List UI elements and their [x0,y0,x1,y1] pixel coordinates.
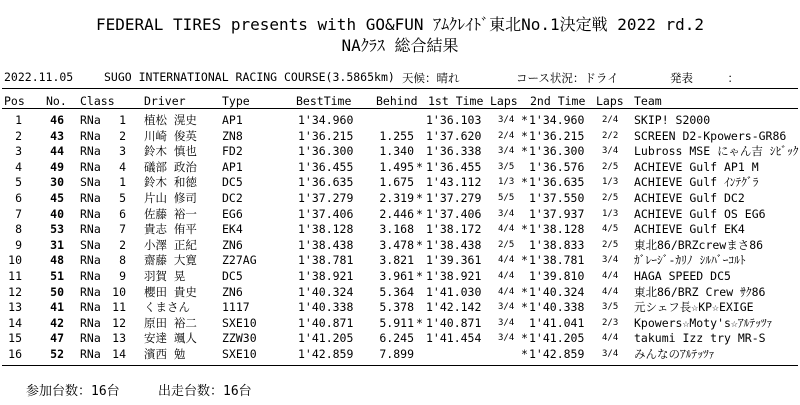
cell-second-time: 1'40.324 [529,284,585,299]
cell-type: 1117 [222,300,250,315]
cell-best-time: 1'40.324 [298,284,354,299]
table-row [0,174,800,190]
cell-best-time: 1'38.438 [298,237,354,252]
cell-behind: 1.675 [379,175,414,190]
cell-laps-1: 4/4 [498,255,515,266]
cell-first-time: 1'37.279 [426,191,482,205]
header-class: Class [80,94,115,108]
cell-laps-1: 5/5 [498,193,515,203]
cell-type: Z27AG [222,253,257,268]
cell-class-pos: 13 [112,331,126,346]
cell-no: 49 [50,159,64,174]
cell-team: ACHIEVE Gulf DC2 [634,191,745,205]
cell-team: 東北86/BRZcrewまさ86 [634,237,764,252]
cell-class: RNa [80,206,101,221]
cell-type: DC5 [222,175,243,190]
cell-second-time: 1'38.833 [529,237,585,252]
cell-no: 50 [50,284,64,299]
cell-best-time: 1'36.635 [298,175,354,190]
cell-class: RNa [80,284,101,299]
cell-no: 30 [50,175,64,190]
cell-class-pos: 7 [119,222,126,237]
header-second-time: 2nd Time [530,94,586,108]
cell-laps-2: 2/5 [602,193,619,203]
table-row [0,315,800,331]
cell-driver: 植松 滉史 [144,113,197,127]
cell-class-pos: 11 [112,300,126,315]
cell-pos: 13 [8,300,22,315]
cell-type: ZN8 [222,128,243,143]
course-condition: コース状況：ドライ [516,71,619,85]
cell-behind: 3.478 [379,237,414,252]
cell-driver: 佐藤 裕一 [144,206,197,221]
cell-team: HAGA SPEED DC5 [634,269,731,283]
table-row [0,128,800,144]
table-row [0,299,800,315]
cell-laps-1: 3/4 [498,208,515,219]
cell-laps-1: 3/4 [498,317,515,328]
header-behind: Behind [376,94,418,108]
cell-team: Lubross MSE にゃん吉 ｼﾋﾞｯｸ [634,144,799,159]
cell-behind: 7.899 [379,347,414,361]
cell-second-time: 1'38.781 [529,253,585,268]
cell-second-time: 1'38.128 [529,222,585,237]
cell-mark-second: * [521,144,528,159]
cell-best-time: 1'38.128 [298,222,354,237]
cell-laps-2: 4/4 [602,333,619,344]
cell-best-time: 1'36.455 [298,159,354,174]
cell-mark-second: * [521,284,528,299]
cell-second-time: 1'36.215 [529,128,585,143]
starter-count: 出走台数：16台 [158,384,252,399]
cell-second-time: 1'39.810 [529,269,585,283]
cell-laps-2: 4/4 [602,271,619,281]
cell-best-time: 1'40.338 [298,300,354,315]
cell-mark-second: * [521,113,528,127]
cell-driver: 片山 修司 [144,191,197,205]
cell-driver: 安達 颯人 [144,331,197,346]
table-row [0,112,800,128]
cell-class: RNa [80,347,101,361]
cell-laps-2: 3/4 [602,146,619,157]
header-no: No. [46,94,67,108]
cell-laps-2: 2/3 [602,317,619,328]
cell-best-time: 1'37.406 [298,206,354,221]
cell-class-pos: 5 [119,191,126,205]
cell-best-time: 1'34.960 [298,113,354,127]
cell-best-time: 1'42.859 [298,347,354,361]
cell-best-time: 1'36.300 [298,144,354,159]
cell-mark-first: * [416,237,423,252]
cell-mark-second: * [521,300,528,315]
header-type: Type [222,94,250,108]
table-row [0,268,800,284]
cell-no: 31 [50,237,64,252]
cell-laps-2: 2/4 [602,115,619,125]
course-name: SUGO INTERNATIONAL RACING COURSE(3.5865km) [104,70,395,84]
cell-class: RNa [80,144,101,159]
cell-first-time: 1'42.142 [426,300,482,315]
cell-laps-1: 2/5 [498,239,515,250]
cell-laps-2: 4/4 [602,286,619,297]
cell-class-pos: 4 [119,159,126,174]
cell-first-time: 1'41.454 [426,331,482,346]
cell-second-time: 1'36.635 [529,175,585,190]
cell-class-pos: 8 [119,253,126,268]
cell-type: EK4 [222,222,243,237]
cell-class: RNa [80,315,101,330]
cell-best-time: 1'38.921 [298,269,354,283]
cell-driver: 礒部 政治 [144,159,197,174]
cell-class: RNa [80,253,101,268]
cell-type: AP1 [222,113,243,127]
cell-mark-first: * [416,206,423,221]
header-rule-bottom [2,108,798,109]
cell-mark-first: * [416,159,423,174]
cell-mark-second: * [521,253,528,268]
cell-class: RNa [80,300,101,315]
cell-second-time: 1'42.859 [529,347,585,361]
cell-class-pos: 2 [119,128,126,143]
cell-team: SKIP! S2000 [634,113,711,127]
cell-laps-1: 4/4 [498,271,515,281]
cell-best-time: 1'36.215 [298,128,354,143]
cell-behind: 2.319 [379,191,414,205]
cell-class-pos: 9 [119,269,126,283]
cell-first-time: 1'38.172 [426,222,482,237]
cell-team: ACHIEVE Gulf OS EG6 [634,206,766,221]
cell-mark-second: * [521,347,528,361]
cell-behind: 3.961 [379,269,414,283]
cell-second-time: 1'41.205 [529,331,585,346]
cell-type: DC5 [222,269,243,283]
cell-class: SNa [80,175,101,190]
cell-mark-second: * [521,128,528,143]
cell-first-time: 1'36.103 [426,113,482,127]
cell-team: ｶﾞﾚｰｼﾞ-ｶﾘﾉ ｼﾙﾊﾞｰｺﾙﾄ [634,253,746,268]
cell-type: EG6 [222,206,243,221]
cell-class: RNa [80,269,101,283]
cell-team: ACHIEVE Gulf ｲﾝﾃｸﾞﾗ [634,175,759,190]
cell-no: 44 [50,144,64,159]
page-subtitle: NAｸﾗｽ 総合結果 [341,36,459,55]
cell-first-time: 1'37.620 [426,128,482,143]
cell-behind: 1.495 [379,159,414,174]
cell-no: 42 [50,315,64,330]
cell-second-time: 1'37.937 [529,206,585,221]
cell-best-time: 1'40.871 [298,315,354,330]
cell-laps-1: 3/5 [498,161,515,172]
cell-laps-2: 2/2 [602,130,619,141]
page-title: FEDERAL TIRES presents with GO&FUN ｱﾑｸﾚｲﾄﾞ東北No.1決定戦 2022 rd.2 [95,15,704,34]
cell-laps-2: 4/5 [602,224,619,235]
table-row [0,190,800,206]
cell-class-pos: 6 [119,206,126,221]
cell-driver: 羽賀 晃 [144,269,186,283]
cell-pos: 16 [8,347,22,361]
cell-laps-1: 3/4 [498,302,515,313]
table-row [0,159,800,175]
cell-pos: 1 [15,113,22,127]
cell-pos: 8 [15,222,22,237]
cell-laps-1: 4/4 [498,286,515,297]
header-team: Team [634,94,662,108]
cell-behind: 3.821 [379,253,414,268]
cell-best-time: 1'38.781 [298,253,354,268]
cell-behind: 1.255 [379,128,414,143]
cell-behind: 2.446 [379,206,414,221]
cell-no: 52 [50,347,64,361]
cell-pos: 9 [15,237,22,252]
cell-driver: 鈴木 慎也 [144,144,197,159]
cell-driver: 櫻田 貴史 [144,284,197,299]
cell-team: Kpowers☆Moty's☆ｱﾙﾃｯﾂｧ [634,315,773,330]
header-laps-1: Laps [490,94,518,108]
cell-team: 東北86/BRZ Crew ｻｸ86 [634,284,766,299]
cell-first-time: 1'40.871 [426,315,482,330]
race-date: 2022.11.05 [4,70,74,84]
cell-best-time: 1'41.205 [298,331,354,346]
cell-no: 53 [50,222,64,237]
cell-class-pos: 10 [112,284,126,299]
cell-first-time: 1'38.438 [426,237,482,252]
cell-behind: 3.168 [379,222,414,237]
cell-team: ACHIEVE Gulf AP1 M [634,159,759,174]
cell-driver: 濱西 勉 [144,347,186,361]
cell-class-pos: 12 [112,315,126,330]
cell-no: 51 [50,269,64,283]
cell-no: 48 [50,253,64,268]
cell-type: ZN6 [222,284,243,299]
cell-driver: 原田 裕二 [144,315,197,330]
table-row [0,346,800,362]
table-row [0,221,800,237]
cell-no: 41 [50,300,64,315]
cell-class: RNa [80,128,101,143]
cell-class-pos: 2 [119,237,126,252]
cell-no: 45 [50,191,64,205]
cell-driver: 川崎 俊英 [144,128,197,143]
cell-pos: 3 [15,144,22,159]
cell-best-time: 1'37.279 [298,191,354,205]
cell-class: RNa [80,113,101,127]
cell-class: RNa [80,191,101,205]
cell-second-time: 1'40.338 [529,300,585,315]
cell-class-pos: 1 [119,175,126,190]
cell-laps-2: 1/3 [602,208,619,219]
cell-type: ZN6 [222,237,243,252]
cell-laps-1: 3/4 [498,115,515,125]
cell-pos: 6 [15,191,22,205]
header-laps-2: Laps [596,94,624,108]
cell-laps-1: 3/4 [498,146,515,157]
cell-laps-1: 1/3 [498,177,515,188]
cell-pos: 14 [8,315,22,330]
cell-driver: くまさん [144,300,190,315]
table-row [0,143,800,159]
cell-no: 47 [50,331,64,346]
cell-laps-2: 2/5 [602,161,619,172]
cell-pos: 2 [15,128,22,143]
cell-pos: 4 [15,159,22,174]
cell-pos: 12 [8,284,22,299]
cell-driver: 貴志 侑平 [144,222,197,237]
cell-class: RNa [80,222,101,237]
cell-no: 46 [50,113,64,127]
cell-behind: 1.340 [379,144,414,159]
cell-second-time: 1'36.300 [529,144,585,159]
cell-pos: 15 [8,331,22,346]
cell-type: ZZW30 [222,331,257,346]
cell-first-time: 1'38.921 [426,269,482,283]
cell-behind: 5.378 [379,300,414,315]
entry-count: 参加台数：16台 [26,384,120,399]
cell-laps-2: 1/3 [602,177,619,188]
header-pos: Pos [4,94,25,108]
cell-laps-2: 3/4 [602,349,619,359]
cell-laps-1: 4/4 [498,224,515,235]
table-row [0,252,800,268]
cell-first-time: 1'36.338 [426,144,482,159]
cell-laps-1: 3/4 [498,333,515,344]
cell-type: FD2 [222,144,243,159]
table-row [0,284,800,300]
cell-second-time: 1'37.550 [529,191,585,205]
cell-driver: 小澤 正紀 [144,237,197,252]
cell-team: 元シェフ長☆KP☆EXIGE [634,300,754,315]
cell-first-time: 1'37.406 [426,206,482,221]
table-row [0,206,800,222]
cell-behind: 5.364 [379,284,414,299]
announcement-time: 発表 ： [670,71,739,85]
cell-laps-2: 3/5 [602,302,619,313]
cell-laps-1: 2/4 [498,130,515,141]
cell-mark-first: * [416,191,423,205]
cell-pos: 11 [8,269,22,283]
header-rule-top [2,88,798,89]
cell-class: RNa [80,331,101,346]
cell-first-time: 1'36.455 [426,159,482,174]
cell-second-time: 1'34.960 [529,113,585,127]
cell-team: takumi Izz try MR-S [634,331,766,346]
cell-no: 43 [50,128,64,143]
cell-mark-second: * [521,222,528,237]
cell-first-time: 1'43.112 [426,175,482,190]
cell-driver: 鈴木 和徳 [144,175,197,190]
cell-mark-first: * [416,269,423,283]
cell-class-pos: 1 [119,113,126,127]
cell-driver: 齋藤 大寛 [144,253,197,268]
weather: 天候：晴れ [402,71,460,85]
cell-type: SXE10 [222,315,257,330]
cell-type: AP1 [222,159,243,174]
cell-first-time: 1'39.361 [426,253,482,268]
cell-mark-second: * [521,175,528,190]
cell-class: RNa [80,159,101,174]
footer-rule [2,365,798,366]
header-best-time: BestTime [296,94,352,108]
header-driver: Driver [144,94,186,108]
cell-mark-first: * [416,315,423,330]
table-row [0,330,800,346]
cell-team: みんなのｱﾙﾃｯﾂｧ [634,347,715,361]
cell-pos: 7 [15,206,22,221]
cell-class-pos: 14 [112,347,126,361]
cell-no: 40 [50,206,64,221]
cell-behind: 6.245 [379,331,414,346]
cell-second-time: 1'41.041 [529,315,585,330]
cell-team: SCREEN D2-Kpowers-GR86 [634,128,787,143]
table-row [0,237,800,253]
cell-class: SNa [80,237,101,252]
header-first-time: 1st Time [428,94,484,108]
cell-first-time: 1'41.030 [426,284,482,299]
cell-behind: 5.911 [379,315,414,330]
cell-pos: 10 [8,253,22,268]
cell-type: DC2 [222,191,243,205]
cell-laps-2: 3/4 [602,255,619,266]
cell-type: SXE10 [222,347,257,361]
cell-second-time: 1'36.576 [529,159,585,174]
cell-laps-2: 2/5 [602,239,619,250]
cell-pos: 5 [15,175,22,190]
cell-team: ACHIEVE Gulf EK4 [634,222,745,237]
cell-mark-second: * [521,331,528,346]
cell-class-pos: 3 [119,144,126,159]
